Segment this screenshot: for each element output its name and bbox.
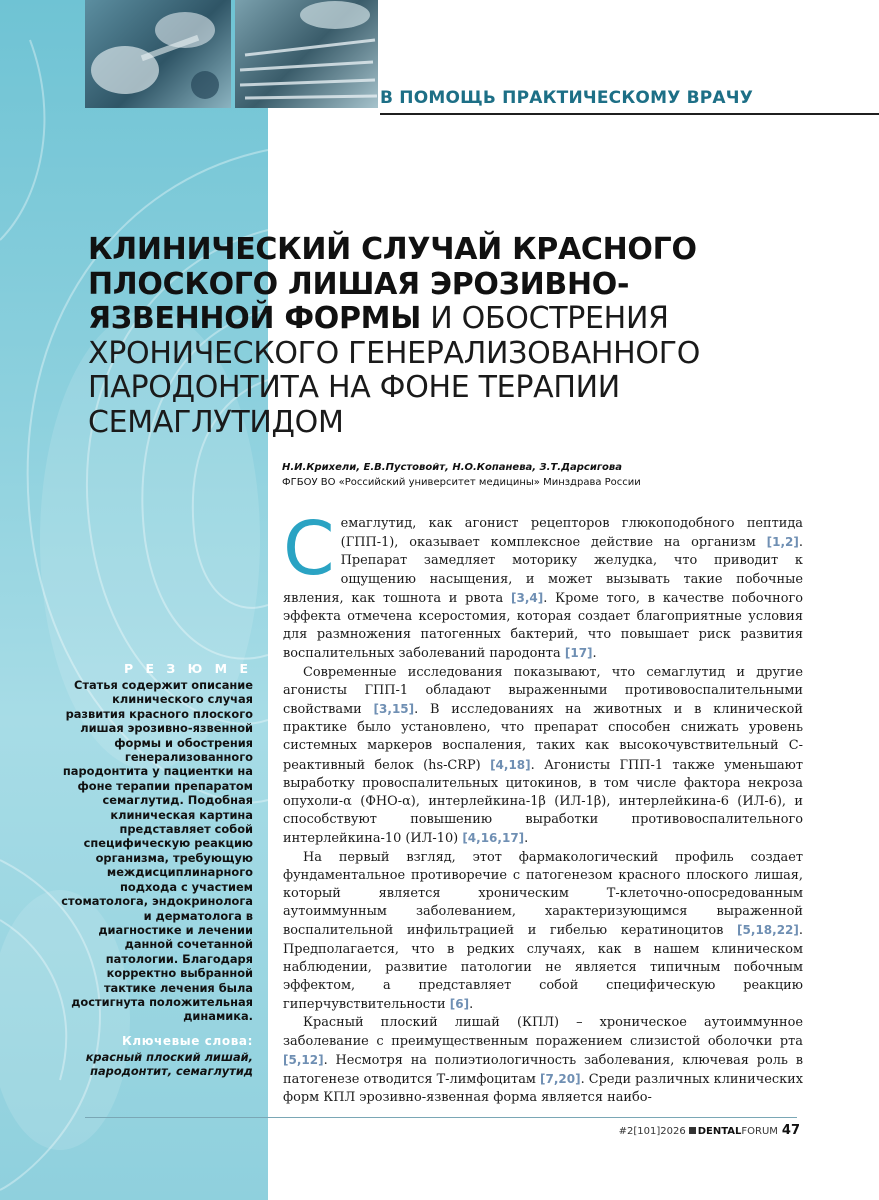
- page-footer: [560, 1123, 800, 1138]
- footer-divider: [85, 1117, 797, 1118]
- citation[interactable]: [5,12]: [283, 1052, 324, 1067]
- body-paragraph-3: На первый взгляд, этот фармакологический профиль создает фундаментальное противоречие с патогенезом красного плоского лишая, который является хроническим Т-клеточно-опосредованным аутоиммунным заболеванием, характеризующимся выраженной воспалительной инфильтрацией и гибелью кератиноцитов [5,18,22]. Предполагается, что в редких случаях, как в нашем клиническом наблюдении, развитие патологии не является типичным побочным эффектом, а представляет собой специфическую реакцию гиперчувствительности [6].: [283, 849, 803, 1013]
- body-paragraph-1: Семаглутид, как агонист рецепторов глюкоподобного пептида (ГПП-1), оказывает комплексное действие на организм [1,2]. Препарат замедляет моторику желудка, что приводит к ощущению насыщения, и может вызывать такие побочные явления, как тошнота и рвота [3,4]. Кроме того, в качестве побочного эффекта отмечена ксеростомия, которая создает благоприятные условия для размножения патогенных бактерий, что повышает риск развития воспалительных заболеваний пародонта [17].: [283, 506, 803, 662]
- citation[interactable]: [7,20]: [540, 1072, 581, 1087]
- citation[interactable]: [4,16,17]: [462, 831, 525, 846]
- dental-procedure-photo: [85, 0, 231, 108]
- body-paragraph-4: Красный плоский лишай (КПЛ) – хроническое аутоиммунное заболевание с преимущественным поражением слизистой оболочки рта [5,12]. Несмотря на полиэтиологичность заболевания, ключевая роль в патогенезе отводится Т-лимфоцитам [7,20]. Среди различных клинических форм КПЛ эрозивно-язвенная форма является наибо-: [283, 1015, 803, 1106]
- journal-brand-bold: DENTAL: [697, 1126, 742, 1137]
- journal-brand-rest: FORUM: [741, 1126, 778, 1137]
- square-bullet-icon: [689, 1127, 696, 1134]
- article-title-bold: КЛИНИЧЕСКИЙ СЛУЧАЙ КРАСНОГО ПЛОСКОГО ЛИШАЯ ЭРОЗИВНО-ЯЗВЕННОЙ ФОРМЫ: [88, 232, 697, 336]
- header-divider: [380, 113, 879, 115]
- article-title-rest: И ОБОСТРЕНИЯ ХРОНИЧЕСКОГО ГЕНЕРАЛИЗОВАННОГО ПАРОДОНТИТА НА ФОНЕ ТЕРАПИИ СЕМАГЛУТИДОМ: [88, 301, 701, 440]
- abstract-heading: Р Е З Ю М Е: [124, 661, 252, 676]
- keywords-text: красный плоский лишай, пародонтит, семаглутид: [85, 1050, 253, 1079]
- dental-instruments-photo: [235, 0, 378, 108]
- citation[interactable]: [5,18,22]: [737, 923, 799, 938]
- issue-number: #2[101]2026: [618, 1126, 686, 1137]
- citation[interactable]: [3,4]: [511, 590, 544, 605]
- article-body: [283, 506, 803, 1108]
- citation[interactable]: [1,2]: [766, 535, 799, 550]
- authors: Н.И.Крихели, Е.В.Пустовойт, Н.О.Копанева, З.Т.Дарсигова: [282, 462, 622, 473]
- article-title: [88, 233, 788, 440]
- citation[interactable]: [4,18]: [490, 757, 531, 772]
- page-number: 47: [781, 1123, 800, 1138]
- abstract-text: Статья содержит описание клинического случая развития красного плоского лишая эрозивно-язвенной формы и обострения генерализованного пародонтита у пациентки на фоне терапии препаратом семаглутид. Подобная клиническая картина представляет собой специфическую реакцию организма, требующую междисциплинарного подхода с участием стоматолога, эндокринолога и дерматолога в диагностике и лечении данной сочетанной патологии. Благодаря корректно выбранной тактике лечения была достигнута положительная динамика.: [61, 678, 253, 1024]
- drop-cap: С: [283, 506, 335, 592]
- citation[interactable]: [17]: [564, 646, 593, 661]
- body-paragraph-2: Современные исследования показывают, что семаглутид и другие агонисты ГПП-1 обладают выраженными противовоспалительными свойствами [3,15]. В исследованиях на животных и в клинической практике было установлено, что препарат способен снижать уровень системных маркеров воспаления, таких как высокочувствительный С-реактивный белок (hs-CRP) [4,18]. Агонисты ГПП-1 также уменьшают выработку провоспалительных цитокинов, в том числе фактора некроза опухоли-α (ФНО-α), интерлейкина-1β (ИЛ-1β), интерлейкина-6 (ИЛ-6), и способствуют повышению выработки противовоспалительного интерлейкина-10 (ИЛ-10) [4,16,17].: [283, 664, 803, 847]
- keywords-heading: Ключевые слова:: [121, 1034, 253, 1048]
- section-title: В ПОМОЩЬ ПРАКТИЧЕСКОМУ ВРАЧУ: [380, 88, 754, 108]
- affiliation: ФГБОУ ВО «Российский университет медицины» Минздрава России: [282, 477, 641, 488]
- citation[interactable]: [3,15]: [373, 702, 415, 717]
- citation[interactable]: [6]: [449, 997, 470, 1012]
